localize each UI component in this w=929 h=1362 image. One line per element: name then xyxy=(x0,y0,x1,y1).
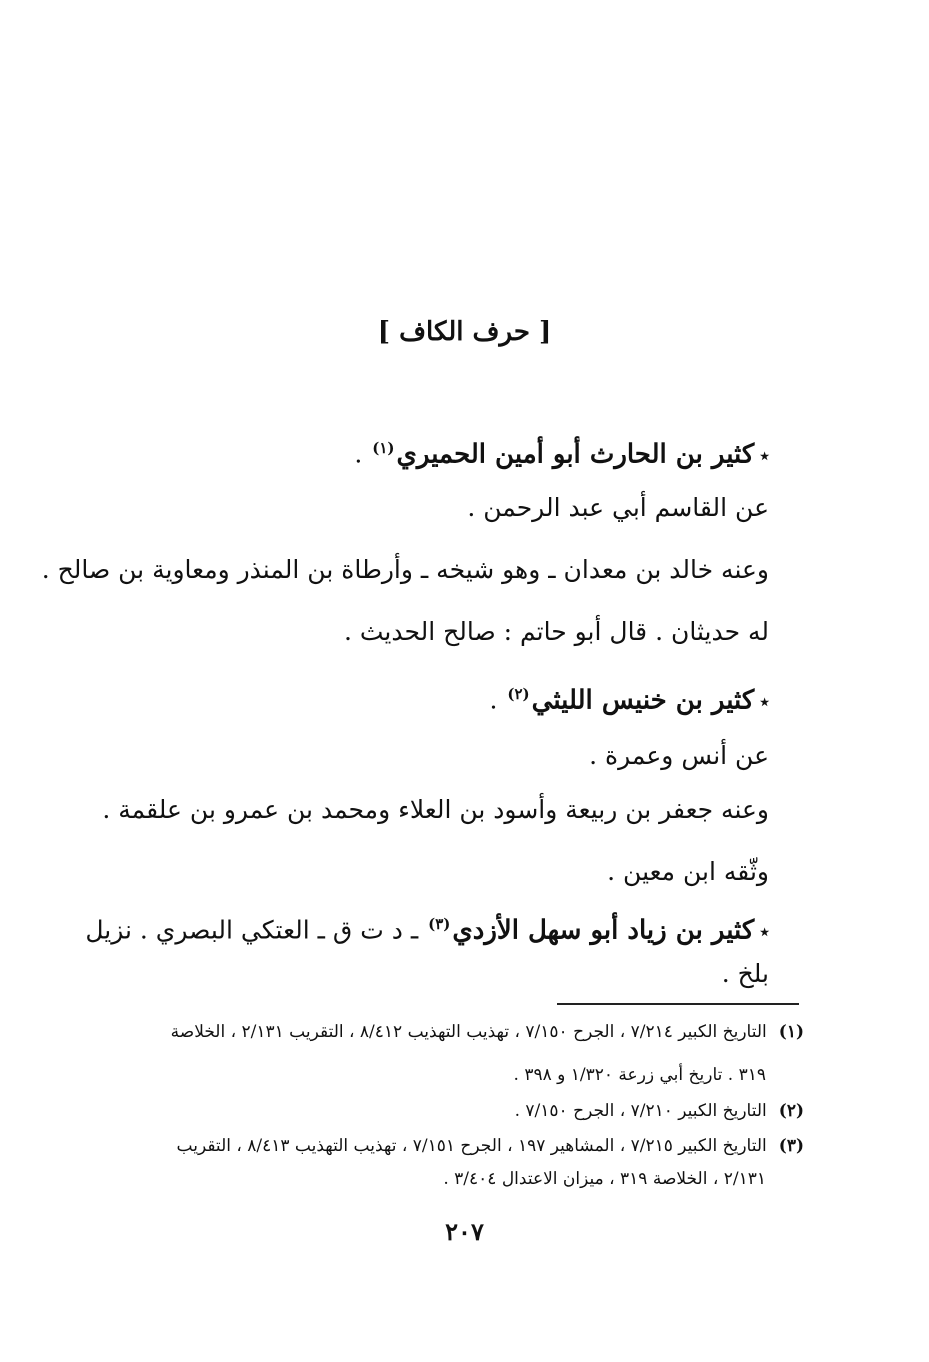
footnote-1-continuation: ٣١٩ . تاريخ أبي زرعة ١/٣٢٠ و ٣٩٨ . xyxy=(513,1065,766,1085)
entry-2-line-1: عن أنس وعمرة . xyxy=(589,741,769,770)
entry-1-name: كثير بن الحارث أبو أمين الحميري xyxy=(396,439,755,470)
entry-3-line-1: بلخ . xyxy=(721,959,769,988)
footnote-ref-1[interactable]: (١) xyxy=(372,439,395,457)
entry-1-tail: . xyxy=(354,439,371,469)
entry-1-line-1: عن القاسم أبي عبد الرحمن . xyxy=(467,493,769,522)
entry-1-line-2: وعنه خالد بن معدان ـ وهو شيخه ـ وأرطاة بن المنذر ومعاوية بن صالح . xyxy=(41,555,769,584)
page-number: ٢٠٧ xyxy=(445,1217,484,1246)
entry-3-title xyxy=(85,904,769,952)
footnote-ref-3[interactable]: (٣) xyxy=(428,915,451,933)
entry-2-line-3: وثّقه ابن معين . xyxy=(607,857,769,886)
bullet-icon: ٭ xyxy=(760,921,769,941)
entry-2-title xyxy=(140,674,769,722)
entry-3-name: كثير بن زياد أبو سهل الأزدي xyxy=(452,915,755,946)
footnote-ref-2[interactable]: (٢) xyxy=(507,685,530,703)
entry-2-name: كثير بن خنيس الليثي xyxy=(531,685,755,716)
footnote-3-continuation: ٢/١٣١ ، الخلاصة ٣١٩ ، ميزان الاعتدال ٣/٤٠٤ . xyxy=(443,1169,766,1189)
footnote-2-number: (٢) xyxy=(778,1101,804,1121)
footnote-divider xyxy=(557,1003,799,1005)
bullet-icon: ٭ xyxy=(760,445,769,465)
footnote-1 xyxy=(135,1017,804,1047)
section-heading: [ حرف الكاف ] xyxy=(377,317,552,347)
entry-3-tail: ـ د ت ق ـ العتكي البصري . نزيل xyxy=(85,915,427,945)
footnote-3 xyxy=(135,1131,804,1161)
entry-2-line-2: وعنه جعفر بن ربيعة وأسود بن العلاء ومحمد بن عمرو بن علقمة . xyxy=(102,795,769,824)
entry-1-title xyxy=(140,428,769,476)
bullet-icon: ٭ xyxy=(760,691,769,711)
footnote-2-text: التاريخ الكبير ٧/٢١٠ ، الجرح ٧/١٥٠ . xyxy=(514,1101,767,1121)
footnote-3-text: التاريخ الكبير ٧/٢١٥ ، المشاهير ١٩٧ ، الجرح ٧/١٥١ ، تهذيب التهذيب ٨/٤١٣ ، التقريب xyxy=(176,1136,767,1156)
footnote-1-number: (١) xyxy=(778,1022,804,1042)
entry-2-tail: . xyxy=(489,685,506,715)
footnote-1-text: التاريخ الكبير ٧/٢١٤ ، الجرح ٧/١٥٠ ، تهذيب التهذيب ٨/٤١٢ ، التقريب ٢/١٣١ ، الخلاصة xyxy=(170,1022,767,1042)
entry-1-line-3: له حديثان . قال أبو حاتم : صالح الحديث . xyxy=(343,617,769,646)
footnote-3-number: (٣) xyxy=(778,1136,804,1156)
footnote-2 xyxy=(135,1096,804,1126)
